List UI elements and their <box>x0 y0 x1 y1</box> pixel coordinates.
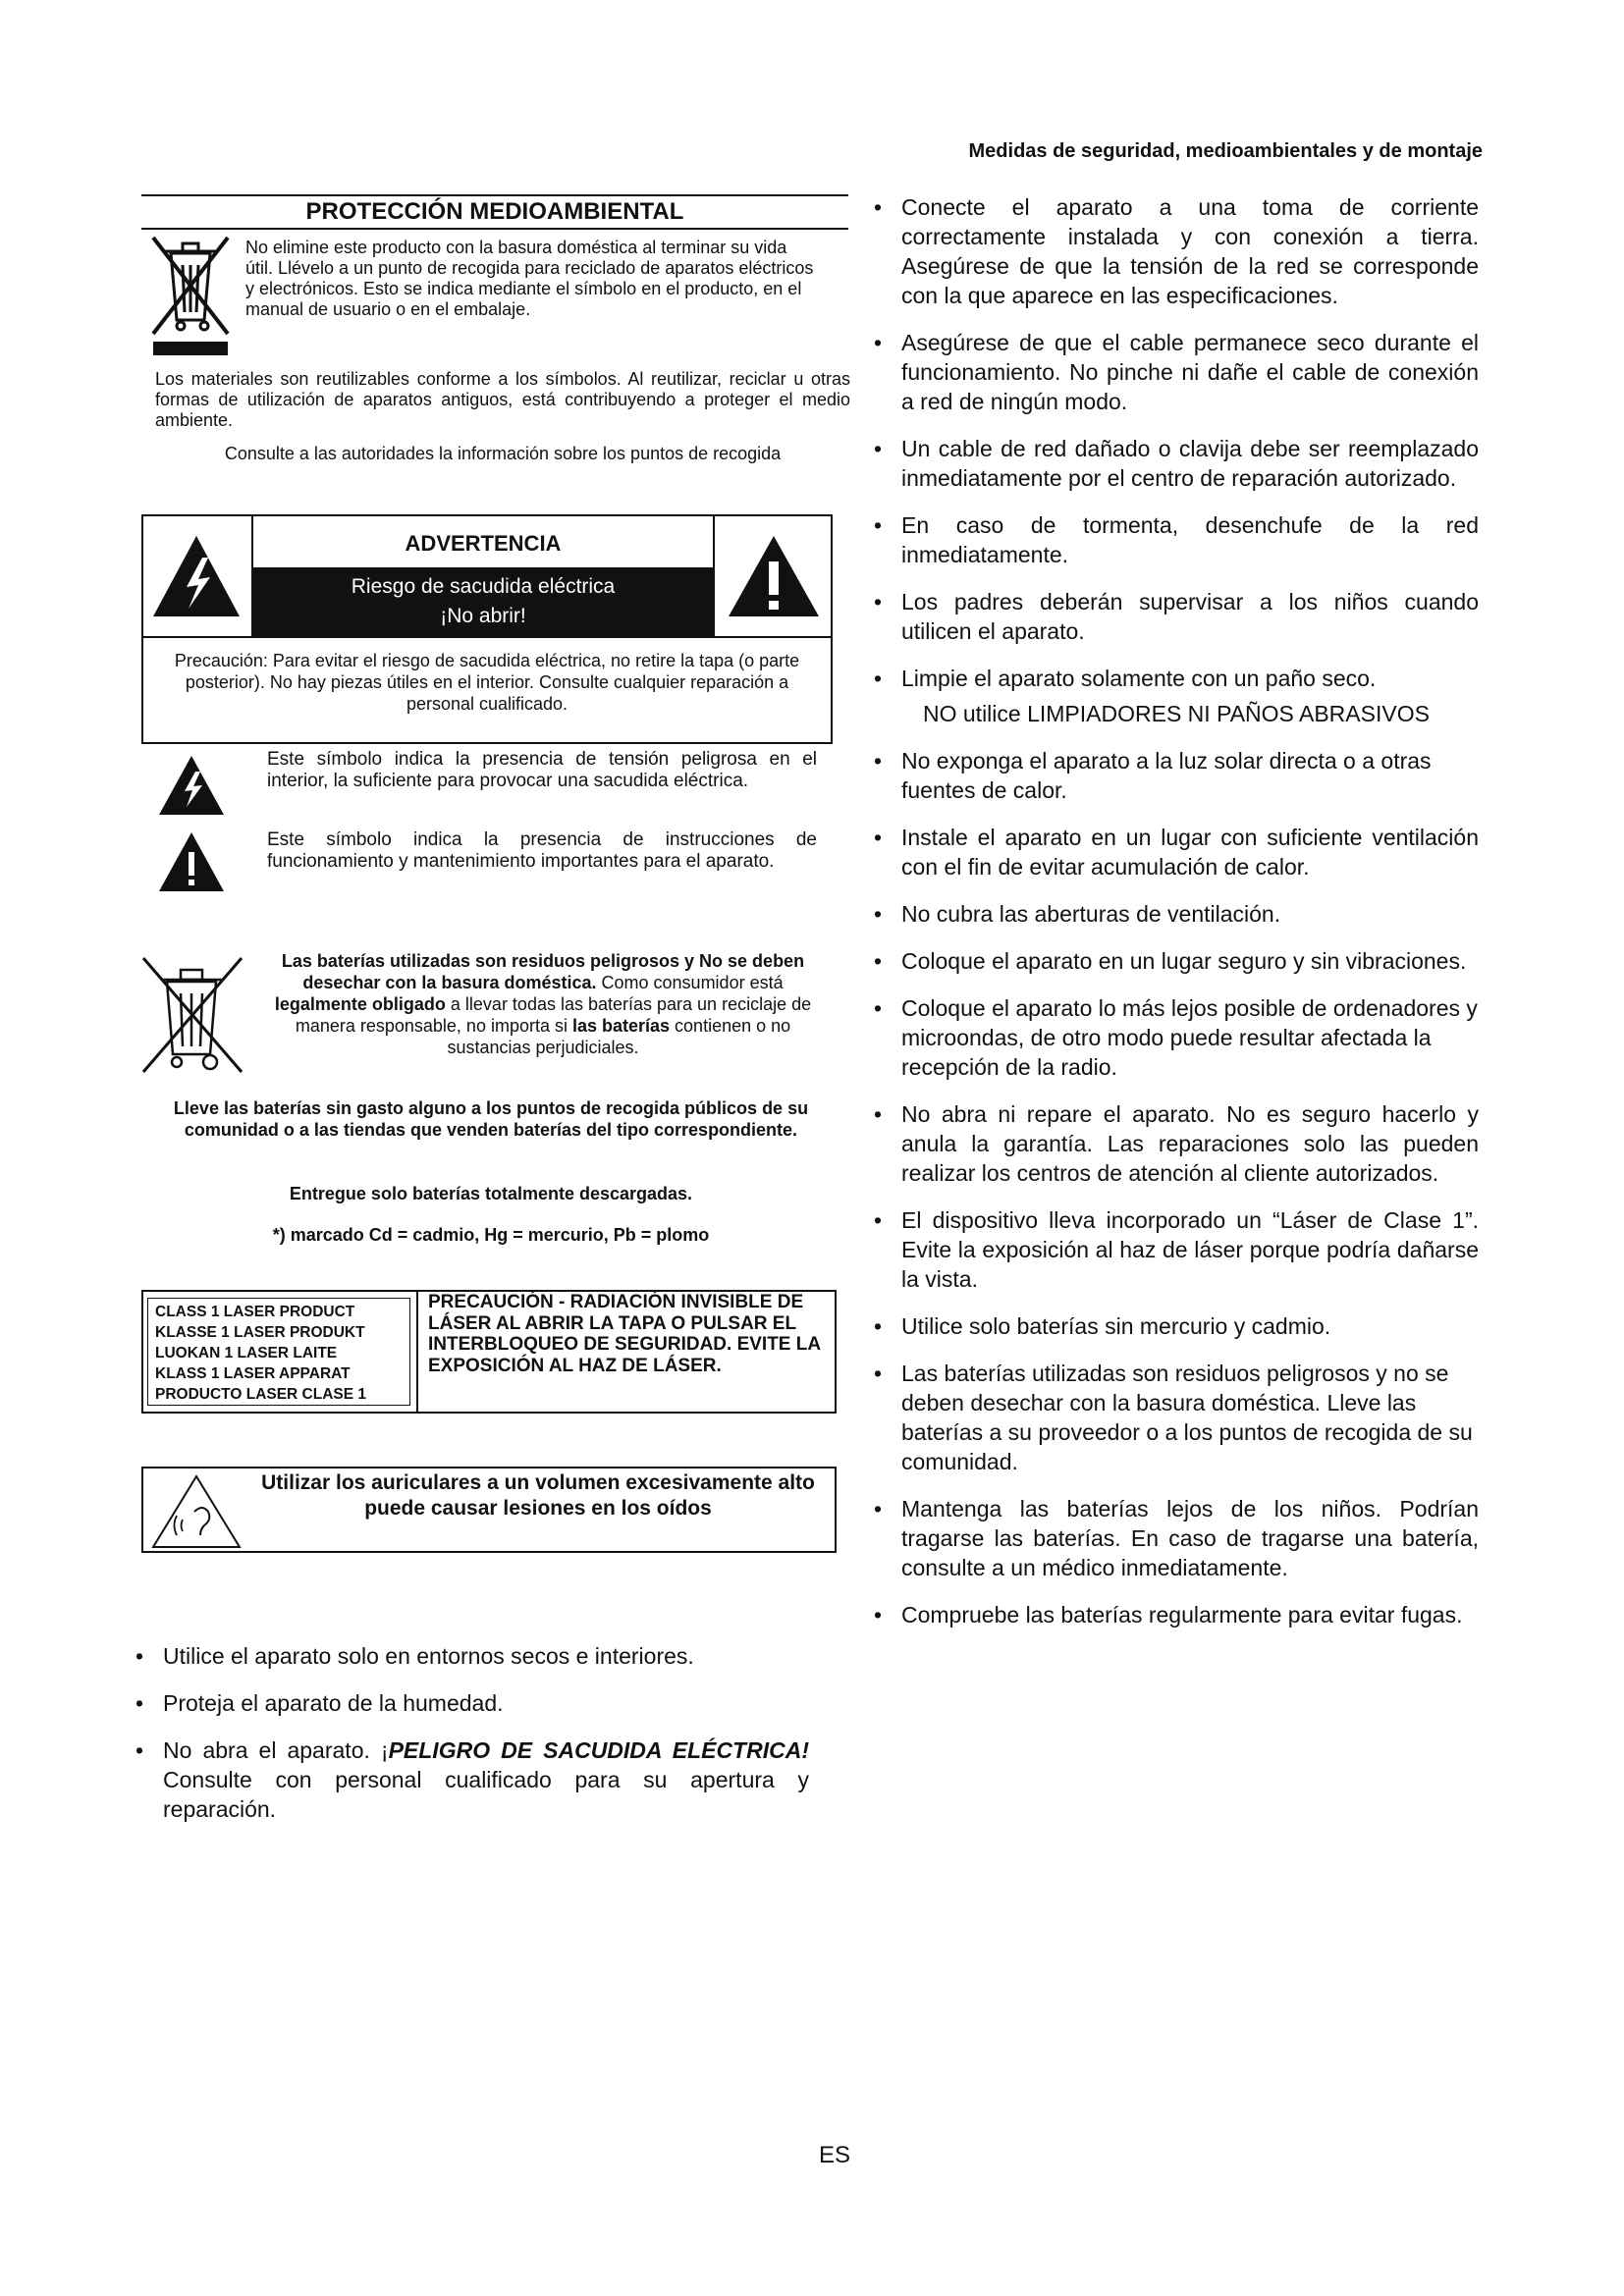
list-item-text: Utilice solo baterías sin mercurio y cadmio. <box>901 1313 1331 1339</box>
batteries-deliver-text: Lleve las baterías sin gasto alguno a los puntos de recogida públicos de su comunidad o a las tiendas que venden baterías del tipo correspondiente. <box>173 1098 809 1140</box>
hearing-warning-text: Utilizar los auriculares a un volumen excesivamente alto puede causar lesiones en los oídos <box>261 1471 815 1520</box>
batteries-text-3: contienen o no sustancias perjudiciales. <box>447 1016 791 1057</box>
list-item <box>870 746 1479 805</box>
list-item <box>870 823 1479 881</box>
list-note-text: NO utilice LIMPIADORES NI PAÑOS ABRASIVOS <box>923 701 1430 726</box>
bullet-icon: • <box>135 1737 144 1763</box>
list-item <box>870 328 1479 416</box>
laser-class-line: KLASSE 1 LASER PRODUKT <box>155 1324 365 1341</box>
list-item-text: Compruebe las baterías regularmente para evitar fugas. <box>901 1602 1463 1628</box>
laser-class-line: CLASS 1 LASER PRODUCT <box>155 1304 355 1320</box>
list-item <box>870 899 1479 929</box>
list-item <box>870 993 1479 1082</box>
crossed-battery-bin-icon <box>137 954 247 1078</box>
lightning-symbol-icon <box>157 754 226 817</box>
list-item-text: No cubra las aberturas de ventilación. <box>901 901 1281 927</box>
batteries-bold-2: legalmente obligado <box>274 994 446 1014</box>
laser-caution-text: PRECAUCIÓN - RADIACIÓN INVISIBLE DE LÁSER AL ABRIR LA TAPA O PULSAR EL INTERBLOQUEO DE SEGURIDAD. EVITE LA EXPOSICIÓN AL HAZ DE LÁSER. <box>428 1292 821 1376</box>
bullet-icon: • <box>874 748 883 774</box>
batteries-text <box>263 950 823 1058</box>
list-item <box>870 1205 1479 1294</box>
list-item-text: Coloque el aparato lo más lejos posible de ordenadores y microondas, de otro modo puede resultar afectada la recepción de la radio. <box>901 995 1478 1080</box>
list-item <box>870 587 1479 646</box>
laser-class-labels <box>155 1302 412 1405</box>
list-item <box>870 1600 1479 1629</box>
list-item-text: Instale el aparato en un lugar con suficiente ventilación con el fin de evitar acumulación de calor. <box>901 825 1479 880</box>
list-item-text: Asegúrese de que el cable permanece seco durante el funcionamiento. No pinche ni dañe el cable de conexión a red de ningún modo. <box>901 330 1479 414</box>
bullet-icon: • <box>874 330 883 355</box>
hearing-warning-icon <box>149 1472 244 1551</box>
list-note <box>870 699 1479 728</box>
bullet-icon: • <box>874 1602 883 1628</box>
list-item-text-post: Consulte con personal cualificado para su apertura y reparación. <box>163 1767 809 1822</box>
bullet-icon: • <box>874 589 883 614</box>
batteries-text-2: a llevar todas las baterías para un reciclaje de manera responsable, no importa si <box>295 994 812 1036</box>
list-item-text: Coloque el aparato en un lugar seguro y sin vibraciones. <box>901 948 1467 974</box>
bullet-icon: • <box>874 512 883 538</box>
list-item-text-pre: No abra el aparato. ¡ <box>163 1737 389 1763</box>
list-item-text: Los padres deberán supervisar a los niños cuando utilicen el aparato. <box>901 589 1479 644</box>
page-language-code: ES <box>818 2142 850 2168</box>
list-item <box>132 1735 809 1824</box>
warning-divider <box>141 636 833 638</box>
environment-text-3: Consulte a las autoridades la información sobre los puntos de recogida <box>224 444 782 463</box>
list-item-text: Proteja el aparato de la humedad. <box>163 1690 504 1716</box>
bullet-icon: • <box>874 825 883 850</box>
bullet-icon: • <box>874 995 883 1021</box>
environment-title: PROTECCIÓN MEDIOAMBIENTAL <box>141 194 848 230</box>
lightning-warning-icon <box>141 514 249 632</box>
laser-class-line: LUOKAN 1 LASER LAITE <box>155 1345 338 1362</box>
list-item <box>870 946 1479 976</box>
list-item <box>132 1688 809 1718</box>
list-item <box>870 1311 1479 1341</box>
bullet-icon: • <box>135 1643 144 1669</box>
warning-caution-text: Precaución: Para evitar el riesgo de sacudida eléctrica, no retire la tapa (o parte posterior). No hay piezas útiles en el interior. Consulte cualquier reparación a personal cualificado. <box>174 651 800 714</box>
list-item-emphasis: PELIGRO DE SACUDIDA ELÉCTRICA! <box>388 1737 809 1763</box>
warning-right-cell <box>713 514 833 636</box>
bullet-icon: • <box>135 1690 144 1716</box>
list-item <box>870 1494 1479 1582</box>
bullet-icon: • <box>874 901 883 927</box>
bullet-icon: • <box>874 1101 883 1127</box>
bullet-icon: • <box>874 1313 883 1339</box>
warning-banner <box>253 567 713 636</box>
bullet-icon: • <box>874 1207 883 1233</box>
warning-line-1: Riesgo de sacudida eléctrica <box>351 575 616 598</box>
bullet-icon: • <box>874 1496 883 1522</box>
warning-title: ADVERTENCIA <box>405 531 562 556</box>
exclamation-symbol-text: Este símbolo indica la presencia de instrucciones de funcionamiento y mantenimiento importantes para el aparato. <box>267 829 817 872</box>
laser-class-line: KLASS 1 LASER APPARAT <box>155 1365 351 1382</box>
batteries-bold-1: Las baterías utilizadas son residuos peligrosos y No se deben desechar con la basura doméstica. <box>281 951 805 992</box>
environment-text-2: Los materiales son reutilizables conforme a los símbolos. Al reutilizar, reciclar u otras formas de utilización de aparatos antiguos, está contribuyendo a proteger el medio ambiente. <box>155 369 850 430</box>
list-item-text: Mantenga las baterías lejos de los niños. Podrían tragarse las baterías. En caso de tragarse una batería, consulte a un médico inmediatamente. <box>901 1496 1479 1580</box>
environment-text: No elimine este producto con la basura doméstica al terminar su vida útil. Llévelo a un punto de recogida para reciclado de aparatos eléctricos y electrónicos. Esto se indica mediante el símbolo en el producto, en el manual de usuario o en el embalaje. <box>245 238 814 319</box>
list-item <box>870 510 1479 569</box>
list-item <box>870 434 1479 493</box>
list-item-text: No abra ni repare el aparato. No es seguro hacerlo y anula la garantía. Las reparaciones solo las pueden realizar los centros de atención al cliente autorizados. <box>901 1101 1479 1186</box>
bullet-icon: • <box>874 194 883 220</box>
batteries-bold-3: las baterías <box>571 1016 671 1036</box>
lightning-symbol-text: Este símbolo indica la presencia de tensión peligrosa en el interior, la suficiente para provocar una sacudida eléctrica. <box>267 749 817 791</box>
exclamation-symbol-icon <box>157 830 226 893</box>
page-header: Medidas de seguridad, medioambientales y de montaje <box>968 140 1483 162</box>
list-item <box>870 1359 1479 1476</box>
right-safety-list <box>870 192 1479 1647</box>
list-item-text: En caso de tormenta, desenchufe de la red inmediatamente. <box>901 512 1479 567</box>
batteries-marking-text: *) marcado Cd = cadmio, Hg = mercurio, Pb = plomo <box>272 1225 710 1245</box>
exclamation-warning-icon <box>715 514 831 632</box>
laser-class-line: PRODUCTO LASER CLASE 1 <box>155 1386 367 1403</box>
list-item-text: El dispositivo lleva incorporado un “Láser de Clase 1”. Evite la exposición al haz de láser porque podría dañarse la vista. <box>901 1207 1479 1292</box>
list-item-text: Conecte el aparato a una toma de corriente correctamente instalada y con conexión a tierra. Asegúrese de que la tensión de la red se corresponde con la que aparece en las especificaciones. <box>901 194 1479 308</box>
bullet-icon: • <box>874 666 883 691</box>
warning-left-cell <box>141 514 253 636</box>
list-item <box>870 664 1479 693</box>
list-item-text: Utilice el aparato solo en entornos secos e interiores. <box>163 1643 694 1669</box>
crossed-bin-icon <box>147 232 234 363</box>
list-item-text: No exponga el aparato a la luz solar directa o a otras fuentes de calor. <box>901 748 1432 803</box>
bullet-icon: • <box>874 948 883 974</box>
warning-line-2: ¡No abrir! <box>440 605 526 627</box>
batteries-discharged-text: Entregue solo baterías totalmente descargadas. <box>289 1184 693 1203</box>
bullet-icon: • <box>874 1361 883 1386</box>
bullet-icon: • <box>874 436 883 461</box>
list-item-text: Un cable de red dañado o clavija debe ser reemplazado inmediatamente por el centro de reparación autorizado. <box>901 436 1479 491</box>
list-item <box>132 1641 809 1671</box>
list-item-text: Limpie el aparato solamente con un paño seco. <box>901 666 1377 691</box>
list-item <box>870 1099 1479 1188</box>
list-item <box>870 192 1479 310</box>
list-item-text: Las baterías utilizadas son residuos peligrosos y no se deben desechar con la basura doméstica. Lleve las baterías a su proveedor o a los puntos de recogida de su comunidad. <box>901 1361 1473 1474</box>
left-safety-list <box>132 1641 809 1842</box>
batteries-text-1: Como consumidor está <box>596 973 784 992</box>
